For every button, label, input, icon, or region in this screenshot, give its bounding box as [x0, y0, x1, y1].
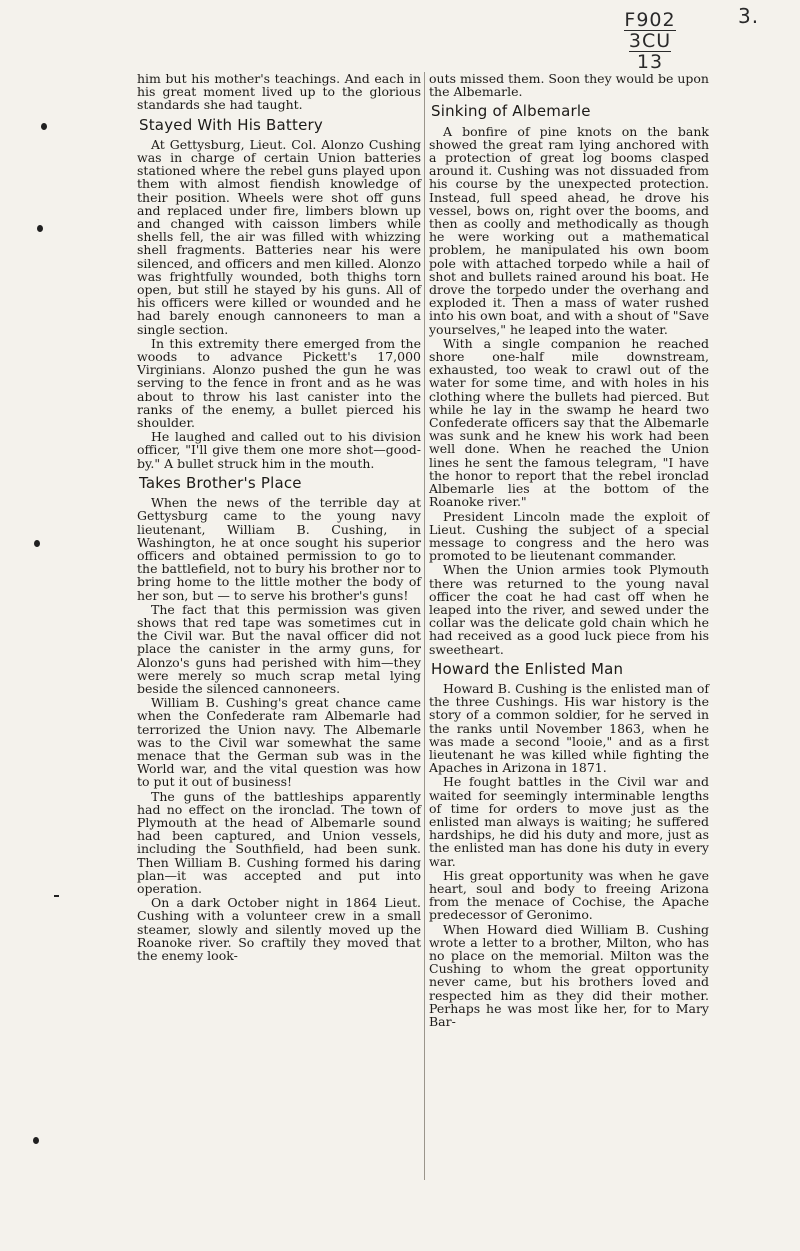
heading-takes-brothers-place: Takes Brother's Place: [139, 473, 302, 492]
howard-paragraph-1: Howard B. Cushing is the enlisted man of the three Cushings. His war history is the story of a common soldier, for he served in the ranks until November 1863, when he was made a second "looie," and as a first lieutenant he was killed while fighting the Apaches in Arizona in 1871.: [429, 680, 709, 776]
binder-mark-2: [37, 225, 43, 232]
albemarle-paragraph-4: When the Union armies took Plymouth there was returned to the young naval officer the coat he had cast off when he leaped into the river, and sewed under the collar was the delicate gold chain which he had received as a good luck piece from his sweetheart.: [429, 562, 709, 657]
binder-mark-3: [34, 540, 40, 547]
heading-sinking-of-albemarle: Sinking of Albemarle: [431, 102, 591, 121]
battery-paragraph-3: He laughed and called out to his division officer, "I'll give them one more shot—good-by." A bullet struck him in the mouth.: [137, 429, 421, 471]
howard-paragraph-2: He fought battles in the Civil war and waited for seemingly interminable lengths of time for orders to move just as the enlisted man always is waiting; he suffered hardships, he did his duty and more, just as the enlisted man has done his duty in every war.: [429, 774, 709, 869]
binder-mark-1: [41, 123, 47, 130]
call-number-annotation: [605, 10, 695, 72]
howard-paragraph-3: His great opportunity was when he gave heart, soul and body to freeing Arizona from the menace of Cochise, the Apache predecessor of Geronimo.: [429, 867, 709, 923]
right-column: [429, 72, 709, 1029]
brother-paragraph-1: When the news of the terrible day at Gettysburg came to the young navy lieutenant, William B. Cushing, in Washington, he at once sought his superior officers and obtained permission to go to the battlefield, not to bury his brother nor to bring home to the little mother the body of her son, but — to serve his brother's guns!: [137, 495, 421, 603]
albemarle-paragraph-3: President Lincoln made the exploit of Lieut. Cushing the subject of a special message to congress and the hero was promoted to be lieutenant commander.: [429, 508, 709, 564]
brother-paragraph-3: William B. Cushing's great chance came when the Confederate ram Albemarle had terrorized the Union navy. The Albemarle was to the Civil war somewhat the same menace that the German sub was in the World war, and the vital question was how to put it out of business!: [137, 695, 421, 790]
left-column: [137, 72, 421, 963]
right-intro-paragraph: outs missed them. Soon they would be upon the Albemarle.: [429, 71, 709, 100]
albemarle-paragraph-2: With a single companion he reached shore one-half mile downstream, exhausted, too weak to crawl out of the water for some time, and with holes in his clothing where the bullets had pierced. But while he lay in the swamp he heard two Confederate officers say that the Albemarle was sunk and he knew his work had been well done. When he reached the Union lines he sent the famous telegram, "I have the honor to report that the rebel ironclad Albemarle lies at the bottom of the Roanoke river.": [429, 335, 709, 510]
column-divider: [424, 72, 425, 1180]
call-number-line-3: 13: [636, 51, 664, 73]
brother-paragraph-2: The fact that this permission was given shows that red tape was sometimes cut in the Civil war. But the naval officer did not place the canister in the army guns, for Alonzo's guns had perished with him—they were merely so much scrap metal lying beside the silenced cannoneers.: [137, 601, 421, 696]
battery-paragraph-2: In this extremity there emerged from the woods to advance Pickett's 17,000 Virginians. Alonzo pushed the gun he was serving to the fence in front and as he was about to throw his last canister into the ranks of the enemy, a bullet pierced his shoulder.: [137, 335, 421, 431]
margin-tick: [54, 895, 59, 897]
heading-howard-enlisted-man: Howard the Enlisted Man: [431, 659, 624, 678]
call-number-line-2: 3CU: [628, 30, 672, 52]
binder-mark-4: [33, 1137, 39, 1144]
brother-paragraph-4: The guns of the battleships apparently had no effect on the ironclad. The town of Plymouth at the head of Albemarle sound had been captured, and Union vessels, including the Southfield, had been sunk. Then William B. Cushing formed his daring plan—it was accepted and put into operation.: [137, 788, 421, 896]
page-number-annotation: 3.: [738, 4, 760, 28]
call-number-line-1: F902: [624, 9, 676, 31]
heading-stayed-with-battery: Stayed With His Battery: [139, 115, 323, 134]
albemarle-paragraph-1: A bonfire of pine knots on the bank showed the great ram lying anchored with a protection of great log booms clasped around it. Cushing was not dissuaded from his course by the unexpected protection. Instead, full speed ahead, he drove his vessel, bows on, right over the booms, and then as coolly and methodically as though he were working out a mathematical problem, he manipulated his own boom pole with attached torpedo while a hail of shot and bullets rained around his boat. He drove the torpedo under the overhang and exploded it. Then a mass of water rushed into his own boat, and with a shout of "Save yourselves," he leaped into the water.: [429, 123, 709, 337]
left-intro-paragraph: him but his mother's teachings. And each in his great moment lived up to the glorious standards she had taught.: [137, 71, 421, 113]
brother-paragraph-5: On a dark October night in 1864 Lieut. Cushing with a volunteer crew in a small steamer, slowly and silently moved up the Roanoke river. So craftily they moved that the enemy look-: [137, 895, 421, 963]
howard-paragraph-4: When Howard died William B. Cushing wrote a letter to a brother, Milton, who has no place on the memorial. Milton was the Cushing to whom the great opportunity never came, but his brothers loved and respected him as they did their mother. Perhaps he was most like her, for to Mary Bar-: [429, 921, 709, 1030]
battery-paragraph-1: At Gettysburg, Lieut. Col. Alonzo Cushing was in charge of certain Union batteries stationed where the rebel guns played upon them with almost fiendish knowledge of their position. Wheels were shot off guns and replaced under fire, limbers blown up and changed with caisson limbers while shells fell, the air was filled with whizzing shell fragments. Batteries near his were silenced, and officers and men killed. Alonzo was frightfully wounded, both thighs torn open, but still he stayed by his guns. All of his officers were killed or wounded and he had barely enough cannoneers to man a single section.: [137, 136, 421, 337]
